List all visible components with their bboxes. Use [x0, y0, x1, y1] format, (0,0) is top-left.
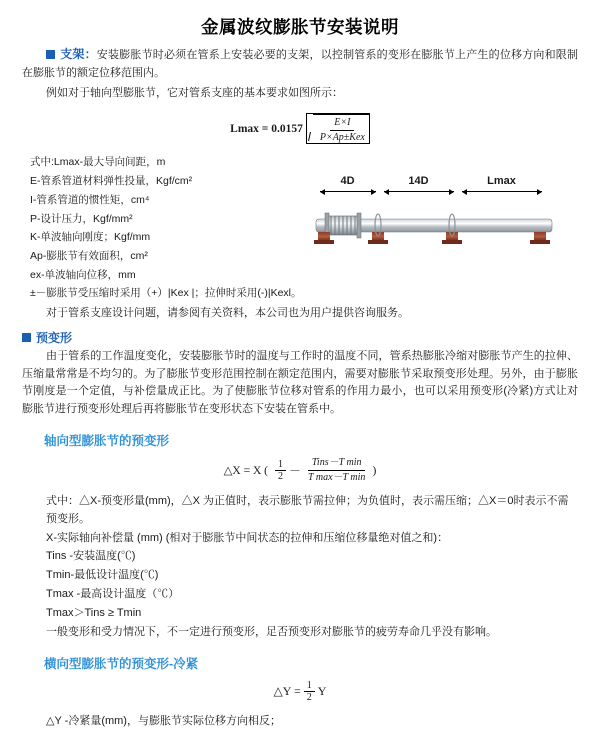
axial-note-line: Tmax＞Tins ≥ Tmin [46, 606, 142, 619]
dimension-label-4d: 4D [340, 175, 355, 188]
support-closing: 对于管系支座设计问题，请参阅有关资料，本公司也为用户提供咨询服务。 [46, 306, 409, 319]
lmax-formula [22, 110, 578, 147]
lateral-predeform-formula [22, 680, 578, 703]
axial-formula-half [275, 459, 286, 482]
axial-formula-lhs: △X = X ( [223, 465, 268, 477]
pipe-support-diagram [312, 153, 578, 303]
dimension-arrow [462, 191, 542, 192]
document-page [0, 14, 600, 751]
axial-note-line: Tmin-最低设计温度(℃) [46, 569, 159, 582]
legend-item: ex-单波轴向位移，mm [30, 268, 136, 281]
sqrt-symbol-icon [306, 113, 370, 144]
dimension-arrow [320, 191, 376, 192]
symbol-legend [22, 153, 302, 303]
lateral-half-numerator: 1 [304, 680, 315, 692]
lateral-formula-half [304, 680, 315, 703]
axial-half-numerator: 1 [275, 459, 286, 471]
legend-item: 式中:Lmax-最大导向间距，m [30, 156, 166, 169]
diagram-dimension-row [312, 175, 578, 197]
legend-item: K-单波轴向刚度；Kgf/mm [30, 231, 151, 244]
document-content [0, 45, 600, 730]
lateral-formula-lhs: △Y = [273, 683, 301, 698]
support-heading: 支架： [60, 47, 97, 61]
dimension-label-lmax: Lmax [487, 175, 516, 188]
dimension-label-14d: 14D [408, 175, 429, 188]
predeform-section-heading [22, 329, 578, 346]
lateral-half-denominator: 2 [306, 691, 312, 703]
lateral-formula-rhs: Y [317, 683, 327, 698]
legend-item: P-设计压力，Kgf/mm² [30, 212, 133, 225]
blue-square-bullet-icon [22, 333, 31, 342]
pipe-assembly-drawing [312, 197, 557, 271]
axial-note-line: X-实际轴向补偿量 (mm) (相对于膨胀节中间状态的拉伸和压缩位移量绝对值之和)： [46, 531, 449, 544]
axial-formula-fraction [304, 457, 369, 483]
axial-note-line: Tins -安装温度(℃) [46, 550, 136, 563]
axial-predeform-heading: 轴向型膨胀节的预变形 [44, 434, 170, 448]
axial-fraction-numerator: Tins－T min [308, 457, 366, 471]
axial-note-line: 一般变形和受力情况下，不一定进行预变形，足否预变形对膨胀节的疲劳寿命几乎没有影响。 [46, 625, 497, 638]
dimension-arrow [384, 191, 454, 192]
support-section-intro [22, 45, 578, 83]
page-title: 金属波纹膨胀节安装说明 [201, 17, 399, 37]
legend-item: Ap-膨胀节有效面积，cm² [30, 249, 148, 262]
support-para1: 安装膨胀节时必须在管系上安装必要的支架，以控制管系的变形在膨胀节上产生的位移方向和限制在膨胀节的额定位移范围内。 [22, 49, 578, 79]
blue-square-bullet-icon [46, 50, 55, 59]
legend-item: I-管系管道的惯性矩，cm⁴ [30, 193, 150, 206]
lmax-formula-lhs: Lmax = 0.0157 [230, 122, 303, 135]
predeform-heading-label: 预变形 [36, 330, 73, 345]
axial-fraction-denominator: T max－T min [308, 471, 366, 483]
legend-and-diagram [22, 153, 578, 303]
axial-half-denominator: 2 [277, 470, 283, 482]
legend-item: E-管系管道材料弹性投量，Kgf/cm² [30, 175, 193, 188]
support-para2: 例如对于轴向型膨胀节，它对管系支座的基本要求如图所示： [46, 86, 343, 99]
legend-item: ±－膨胀节受压缩时采用（+）|Kex |；拉伸时采用(-)|Kexl。 [30, 287, 302, 300]
axial-formula-minus: － [288, 463, 301, 478]
axial-note-line: Tmax -最高设计温度（℃） [46, 588, 180, 601]
axial-predeform-formula [22, 457, 578, 483]
axial-note-line: 式中：△X-预变形量(mm)，△X 为正值时，表示膨胀节需拉伸；为负值时，表示需压缩；△X＝0时表示不需预变形。 [46, 495, 569, 525]
lateral-predeform-heading: 横向型膨胀节的预变形-冷紧 [44, 656, 199, 671]
lmax-formula-denominator: P×Ap±Kex [319, 131, 365, 143]
axial-formula-rhs: ) [372, 462, 377, 477]
predeform-para1: 由于管系的工作温度变化，安装膨胀节时的温度与工作时的温度不同，管系热膨胀冷缩对膨胀节产生的拉伸、压缩量常常是不均匀的。为了膨胀节变形范围控制在额定范围内，需要对膨胀节采取预变形处理。另外，由于膨胀节刚度是一个定值，与补偿量成正比。为了使膨胀节位移对管系的作用力最小，也可以采用预变形(冷紧)方式让对膨胀节进行预变形处理后再将膨胀节在变形状态下安装在管系中。 [22, 349, 578, 416]
lmax-formula-numerator: E×I [330, 117, 354, 131]
lateral-note-line: △Y -冷紧量(mm)，与膨胀节实际位移方向相反； [46, 714, 281, 727]
